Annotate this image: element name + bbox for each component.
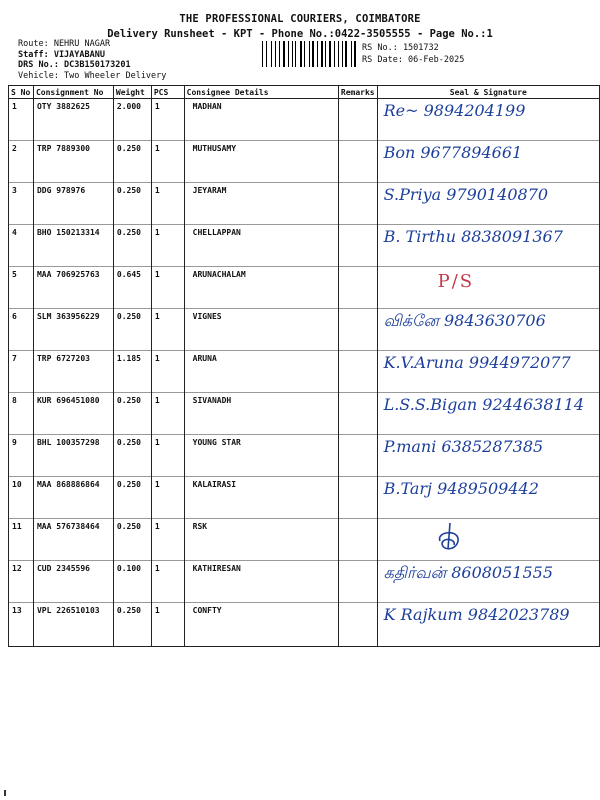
consignment-cell: MAA 706925763 [33,267,113,309]
pcs-cell: 1 [151,435,184,477]
weight-cell: 1.185 [113,351,151,393]
table-row [9,309,600,351]
scan-mark [4,790,6,796]
table-row [9,393,600,435]
barcode [262,41,357,67]
weight-cell: 0.250 [113,393,151,435]
header-remarks: Remarks [338,86,377,99]
consignment-cell: BHO 150213314 [33,225,113,267]
sno-cell: 9 [9,435,34,477]
remarks-cell [338,351,377,393]
remarks-cell [338,603,377,647]
sno-cell: 3 [9,183,34,225]
table-row [9,435,600,477]
weight-cell: 0.250 [113,477,151,519]
handwritten-signature: P/S [437,271,475,292]
table-row [9,603,600,647]
document-subtitle: Delivery Runsheet - KPT - Phone No.:0422-3505555 - Page No.:1 [107,28,493,40]
signature-cell [377,561,599,603]
pcs-cell: 1 [151,141,184,183]
handwritten-signature: கதிர்வன் 8608051555 [383,563,554,582]
consignee-cell: CONFTY [184,603,338,647]
table-row [9,267,600,309]
header-signature: Seal & Signature [377,86,599,99]
handwritten-signature: B. Tirthu 8838091367 [383,227,563,246]
pcs-cell: 1 [151,309,184,351]
signature-cell [377,225,599,267]
table-row [9,477,600,519]
sno-cell: 12 [9,561,34,603]
remarks-cell [338,477,377,519]
consignee-cell: JEYARAM [184,183,338,225]
consignee-cell: VIGNES [184,309,338,351]
sno-cell: 1 [9,99,34,141]
remarks-cell [338,183,377,225]
consignee-cell: RSK [184,519,338,561]
table-row [9,141,600,183]
table-row [9,519,600,561]
signature-cell [377,183,599,225]
pcs-cell: 1 [151,225,184,267]
handwritten-signature: Re~ 9894204199 [383,101,526,120]
consignment-cell: MAA 868886864 [33,477,113,519]
consignment-cell: BHL 100357298 [33,435,113,477]
consignee-cell: CHELLAPPAN [184,225,338,267]
signature-cell [377,393,599,435]
remarks-cell [338,99,377,141]
sno-cell: 8 [9,393,34,435]
consignment-cell: CUD 2345596 [33,561,113,603]
signature-cell [377,351,599,393]
signature-cell [377,435,599,477]
handwritten-signature: K.V.Aruna 9944972077 [383,353,571,372]
pcs-cell: 1 [151,183,184,225]
consignee-cell: YOUNG STAR [184,435,338,477]
handwritten-signature: S.Priya 9790140870 [383,185,549,204]
consignment-cell: MAA 576738464 [33,519,113,561]
document-title: THE PROFESSIONAL COURIERS, COIMBATORE [179,13,421,25]
handwritten-signature: விக்னே 9843630706 [383,311,546,330]
handwritten-signature: K Rajkum 9842023789 [383,605,570,624]
remarks-cell [338,141,377,183]
header-consignee: Consignee Details [184,86,338,99]
weight-cell: 0.250 [113,603,151,647]
weight-cell: 0.250 [113,309,151,351]
consignee-cell: ARUNACHALAM [184,267,338,309]
route-text: Route: NEHRU NAGAR [18,39,111,49]
remarks-cell [338,393,377,435]
weight-cell: 0.250 [113,225,151,267]
sno-cell: 13 [9,603,34,647]
remarks-cell [338,309,377,351]
signature-cell [377,267,599,309]
remarks-cell [338,519,377,561]
weight-cell: 0.645 [113,267,151,309]
table-row [9,99,600,141]
sno-cell: 11 [9,519,34,561]
pcs-cell: 1 [151,477,184,519]
sno-cell: 4 [9,225,34,267]
remarks-cell [338,267,377,309]
table-row [9,183,600,225]
pcs-cell: 1 [151,603,184,647]
consignee-cell: MADHAN [184,99,338,141]
consignment-cell: DDG 978976 [33,183,113,225]
consignee-cell: MUTHUSAMY [184,141,338,183]
consignment-cell: SLM 363956229 [33,309,113,351]
pcs-cell: 1 [151,561,184,603]
header-sno: S No [9,86,34,99]
handwritten-signature: P.mani 6385287385 [383,437,544,456]
signature-cell [377,309,599,351]
consignee-cell: KATHIRESAN [184,561,338,603]
handwritten-signature: Bon 9677894661 [383,143,523,162]
drs-text: DRS No.: DC3B150173201 [18,60,131,70]
consignment-cell: OTY 3882625 [33,99,113,141]
consignee-cell: KALAIRASI [184,477,338,519]
header-pcs: PCS [151,86,184,99]
staff-text: Staff: VIJAYABANU [18,49,105,60]
pcs-cell: 1 [151,519,184,561]
table-row [9,225,600,267]
sno-cell: 6 [9,309,34,351]
weight-cell: 0.250 [113,183,151,225]
runsheet-table [8,85,600,647]
header-consignment: Consignment No [33,86,113,99]
signature-cell [377,603,599,647]
consignment-cell: KUR 696451080 [33,393,113,435]
signature-cell [377,141,599,183]
remarks-cell [338,435,377,477]
handwritten-signature: B.Tarj 9489509442 [383,479,539,498]
weight-cell: 0.100 [113,561,151,603]
sno-cell: 2 [9,141,34,183]
rs-number: RS No.: 1501732 [362,43,439,53]
signature-scribble [430,519,470,555]
sno-cell: 10 [9,477,34,519]
sno-cell: 5 [9,267,34,309]
remarks-cell [338,561,377,603]
weight-cell: 0.250 [113,141,151,183]
consignment-cell: VPL 226510103 [33,603,113,647]
rs-info [362,42,464,66]
header-weight: Weight [113,86,151,99]
table-row [9,351,600,393]
weight-cell: 0.250 [113,435,151,477]
handwritten-signature: L.S.S.Bigan 9244638114 [383,395,585,414]
consignee-cell: ARUNA [184,351,338,393]
pcs-cell: 1 [151,99,184,141]
signature-cell [377,519,599,561]
consignment-cell: TRP 6727203 [33,351,113,393]
table-header-row [9,86,600,99]
signature-cell [377,99,599,141]
table-row [9,561,600,603]
pcs-cell: 1 [151,351,184,393]
runsheet-info [18,39,166,81]
pcs-cell: 1 [151,393,184,435]
signature-cell [377,477,599,519]
vehicle-text: Vehicle: Two Wheeler Delivery [18,70,167,81]
rs-date: RS Date: 06-Feb-2025 [362,55,465,65]
pcs-cell: 1 [151,267,184,309]
consignment-cell: TRP 7889300 [33,141,113,183]
weight-cell: 0.250 [113,519,151,561]
sno-cell: 7 [9,351,34,393]
remarks-cell [338,225,377,267]
weight-cell: 2.000 [113,99,151,141]
consignee-cell: SIVANADH [184,393,338,435]
